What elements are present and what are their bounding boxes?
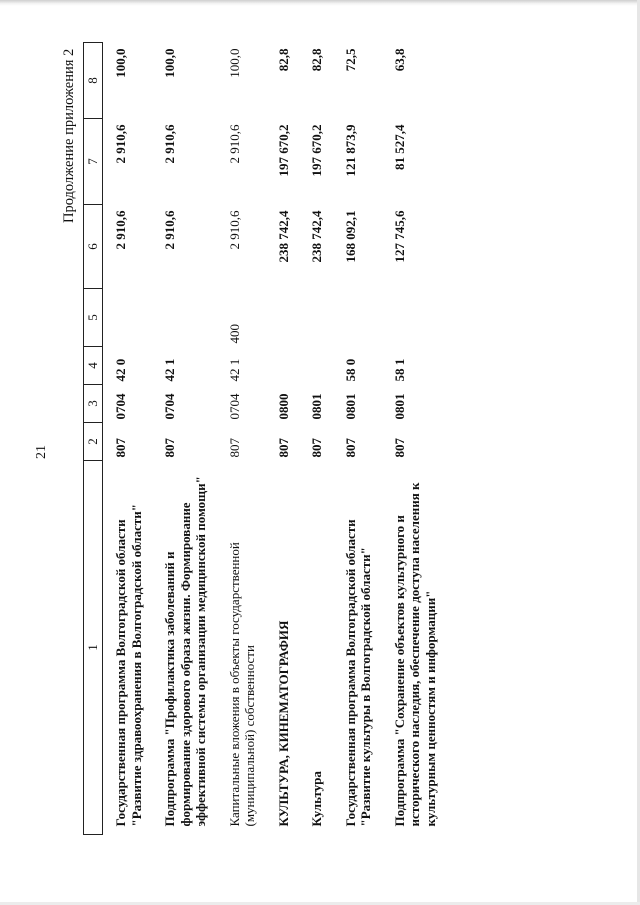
code-cell: 807 bbox=[391, 438, 407, 458]
amount-cell: 2 910,6 bbox=[226, 210, 242, 250]
amount-cell: 100,0 bbox=[113, 48, 128, 78]
scan-edge-top bbox=[0, 0, 640, 6]
code-cell bbox=[392, 289, 457, 347]
code-cell bbox=[309, 347, 343, 385]
column-header: 8 bbox=[84, 43, 103, 119]
code-cell: 807 bbox=[275, 438, 291, 458]
row-name: Государственная программа Волгоградской области "Развитие культуры в Волгоградской области" bbox=[342, 519, 373, 827]
column-header: 1 bbox=[84, 461, 103, 835]
table-row bbox=[227, 43, 276, 835]
code-cell: 0801 bbox=[342, 393, 358, 420]
row-name: Подпрограмма "Профилактика заболеваний и формирование здорового образа жизни. Формирование эффективной системы организации медицинской помощи" bbox=[162, 476, 208, 827]
rotated-page-content bbox=[61, 43, 531, 843]
amount-cell: 100,0 bbox=[162, 48, 177, 78]
column-header: 5 bbox=[84, 289, 103, 347]
amount-cell: 100,0 bbox=[226, 48, 242, 78]
amount-cell: 63,8 bbox=[391, 48, 407, 72]
amount-cell: 2 910,6 bbox=[162, 124, 177, 164]
code-cell bbox=[162, 289, 227, 347]
code-cell bbox=[276, 347, 310, 385]
column-header: 2 bbox=[84, 423, 103, 461]
amount-cell: 82,8 bbox=[309, 48, 324, 72]
code-cell bbox=[103, 289, 163, 347]
budget-table bbox=[83, 42, 456, 835]
row-name: Капитальные вложения в объекты государственной (муниципальной) собственности bbox=[226, 542, 257, 827]
code-cell: 0801 bbox=[309, 393, 324, 420]
code-cell: 807 bbox=[162, 438, 177, 458]
code-cell: 0704 bbox=[162, 393, 177, 420]
amount-cell: 2 910,6 bbox=[113, 210, 128, 250]
amount-cell: 197 670,2 bbox=[275, 124, 291, 177]
amount-cell: 238 742,4 bbox=[309, 210, 324, 263]
column-header: 3 bbox=[84, 385, 103, 423]
code-cell: 0800 bbox=[275, 393, 291, 420]
code-cell: 58 0 bbox=[342, 358, 358, 382]
code-cell: 807 bbox=[113, 438, 128, 458]
table-row bbox=[392, 43, 457, 835]
amount-cell: 168 092,1 bbox=[342, 210, 358, 263]
code-cell: 42 0 bbox=[113, 358, 128, 382]
amount-cell: 72,5 bbox=[342, 48, 358, 72]
amount-cell: 82,8 bbox=[275, 48, 291, 72]
code-cell: 0704 bbox=[113, 393, 128, 420]
amount-cell: 127 745,6 bbox=[391, 210, 407, 263]
amount-cell: 2 910,6 bbox=[162, 210, 177, 250]
table-row bbox=[309, 43, 343, 835]
row-name: Культура bbox=[309, 771, 324, 827]
amount-cell: 238 742,4 bbox=[275, 210, 291, 263]
code-cell: 42 1 bbox=[162, 358, 177, 382]
amount-cell: 81 527,4 bbox=[391, 124, 407, 170]
amount-cell: 121 873,9 bbox=[342, 124, 358, 177]
table-header-row bbox=[84, 43, 103, 835]
column-header: 4 bbox=[84, 347, 103, 385]
amount-cell: 2 910,6 bbox=[113, 124, 128, 164]
code-cell: 42 1 bbox=[226, 358, 242, 382]
row-name: Подпрограмма "Сохранение объектов культурного и исторического наследия, обеспечение доступа населения к культурным ценностям и информации" bbox=[391, 482, 438, 827]
code-cell: 807 bbox=[342, 438, 358, 458]
table-row bbox=[103, 43, 163, 835]
row-name: КУЛЬТУРА, КИНЕМАТОГРАФИЯ bbox=[275, 620, 291, 827]
code-cell: 807 bbox=[226, 438, 242, 458]
page-number: 21 bbox=[34, 445, 49, 459]
amount-cell: 197 670,2 bbox=[309, 124, 324, 177]
table-row bbox=[276, 43, 310, 835]
appendix-caption: Продолжение приложения 2 bbox=[61, 48, 77, 223]
code-cell bbox=[309, 289, 343, 347]
table-row bbox=[343, 43, 392, 835]
code-cell bbox=[343, 289, 392, 347]
code-cell: 0801 bbox=[391, 393, 407, 420]
code-cell: 400 bbox=[226, 324, 242, 344]
table-row bbox=[162, 43, 227, 835]
amount-cell: 2 910,6 bbox=[226, 124, 242, 164]
column-header: 6 bbox=[84, 205, 103, 289]
row-name: Государственная программа Волгоградской области "Развитие здравоохранения в Волгоградской области" bbox=[113, 504, 144, 827]
code-cell: 807 bbox=[309, 438, 324, 458]
column-header: 7 bbox=[84, 119, 103, 205]
code-cell: 0704 bbox=[226, 393, 242, 420]
code-cell: 58 1 bbox=[391, 358, 407, 382]
code-cell bbox=[276, 289, 310, 347]
